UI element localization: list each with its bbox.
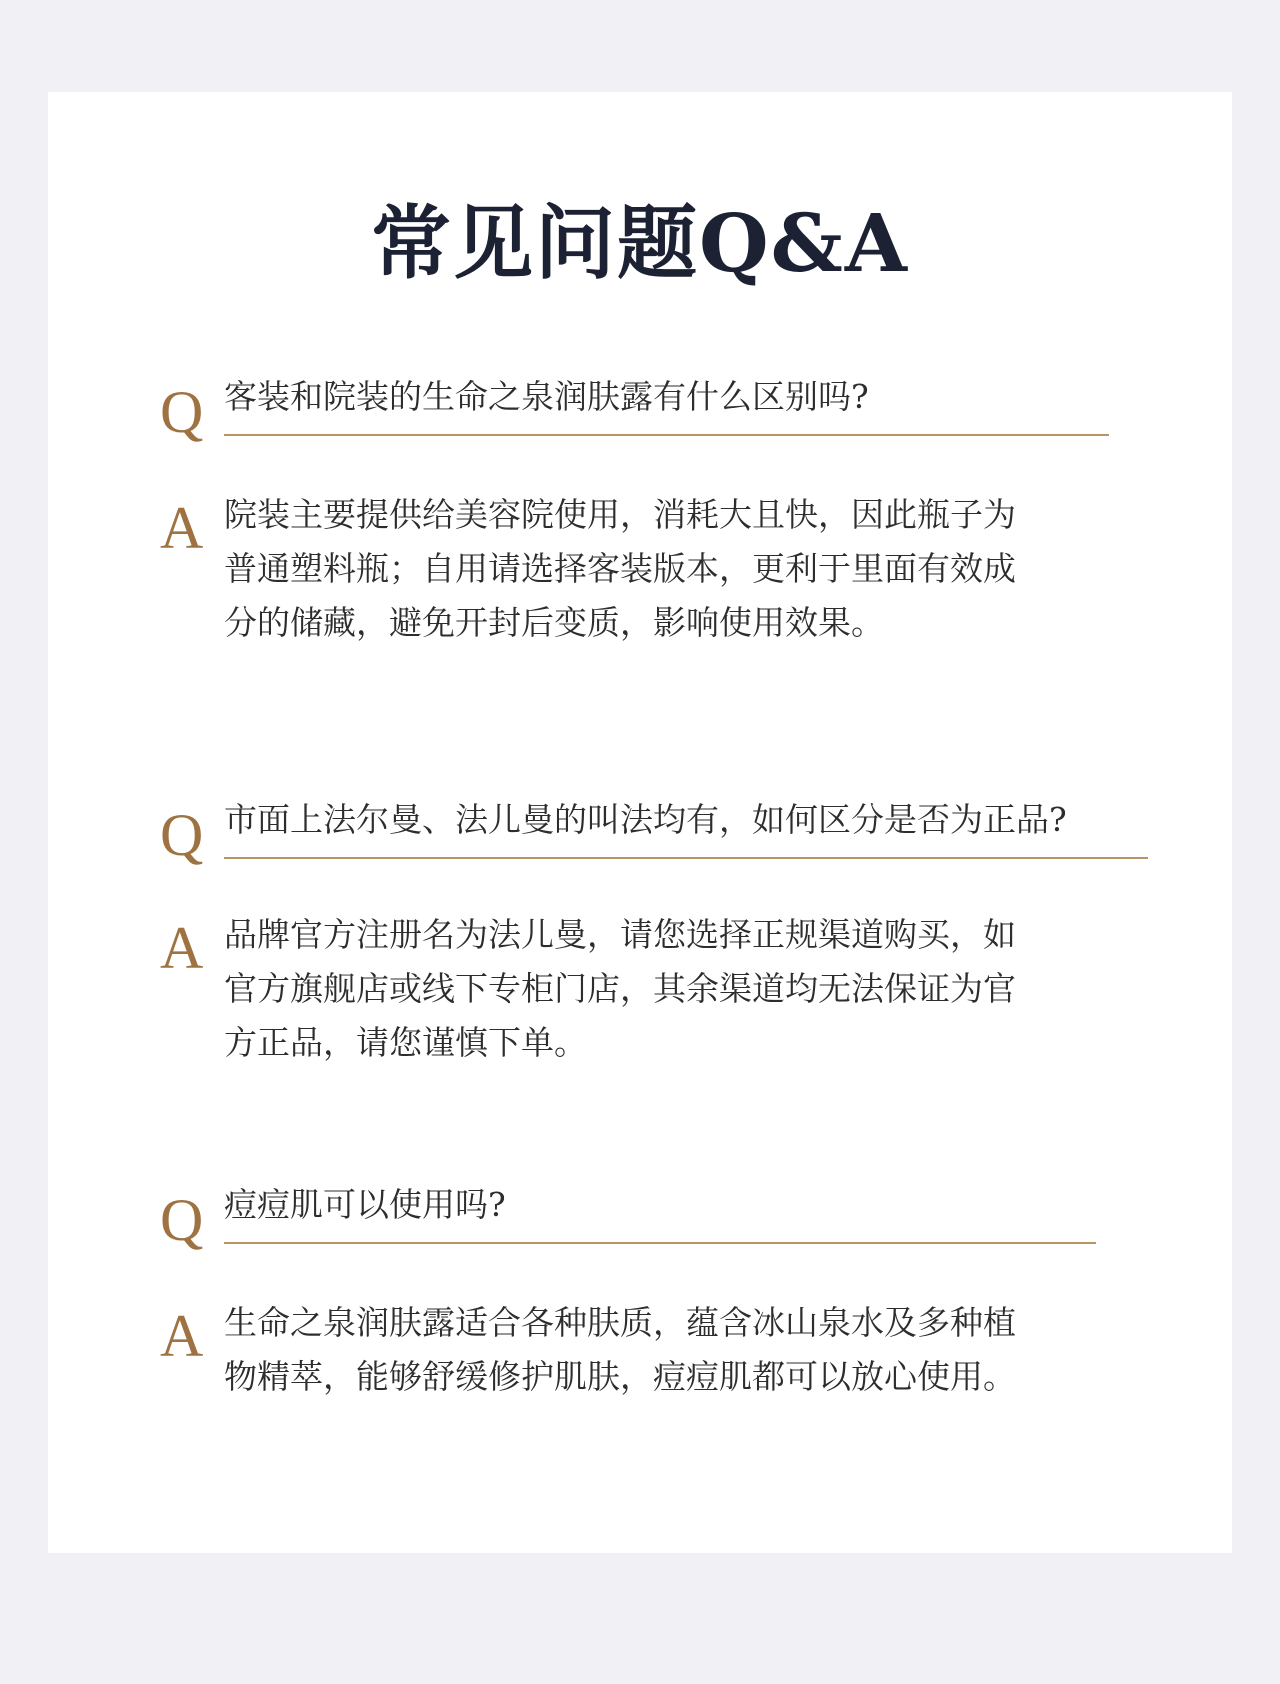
answer-line: 品牌官方注册名为法儿曼，请您选择正规渠道购买，如	[224, 915, 1016, 954]
question-divider	[224, 857, 1148, 859]
q-marker: Q	[160, 379, 204, 445]
qa-item-2	[160, 795, 1120, 868]
a-marker: A	[160, 495, 204, 561]
question-divider	[224, 434, 1109, 436]
answer-line: 官方旗舰店或线下专柜门店，其余渠道均无法保证为官	[224, 969, 1016, 1008]
a-marker: A	[160, 1303, 204, 1369]
answer-text	[224, 1296, 1264, 1404]
answer-text	[224, 908, 1264, 1070]
answer-line: 普通塑料瓶；自用请选择客装版本，更利于里面有效成	[224, 549, 1016, 588]
question-text: 客装和院装的生命之泉润肤露有什么区别吗?	[224, 377, 869, 416]
q-marker: Q	[160, 802, 204, 868]
q-marker: Q	[160, 1187, 204, 1253]
question-text: 市面上法尔曼、法儿曼的叫法均有，如何区分是否为正品?	[224, 800, 1067, 839]
page-title: 常见问题Q&A	[371, 196, 909, 290]
question-divider	[224, 1242, 1096, 1244]
answer-line: 生命之泉润肤露适合各种肤质，蕴含冰山泉水及多种植	[224, 1303, 1016, 1342]
answer-text	[224, 488, 1264, 650]
answer-line: 物精萃，能够舒缓修护肌肤，痘痘肌都可以放心使用。	[224, 1357, 1016, 1396]
answer-line: 分的储藏，避免开封后变质，影响使用效果。	[224, 603, 884, 642]
answer-line: 院装主要提供给美容院使用，消耗大且快，因此瓶子为	[224, 495, 1016, 534]
answer-line: 方正品，请您谨慎下单。	[224, 1023, 587, 1062]
question-text: 痘痘肌可以使用吗?	[224, 1185, 506, 1224]
qa-item-3	[160, 1180, 1120, 1253]
answer-block-2	[160, 908, 1120, 1078]
a-marker: A	[160, 915, 204, 981]
qa-item-1	[160, 372, 1120, 445]
answer-block-1	[160, 488, 1120, 658]
answer-block-3	[160, 1296, 1120, 1416]
